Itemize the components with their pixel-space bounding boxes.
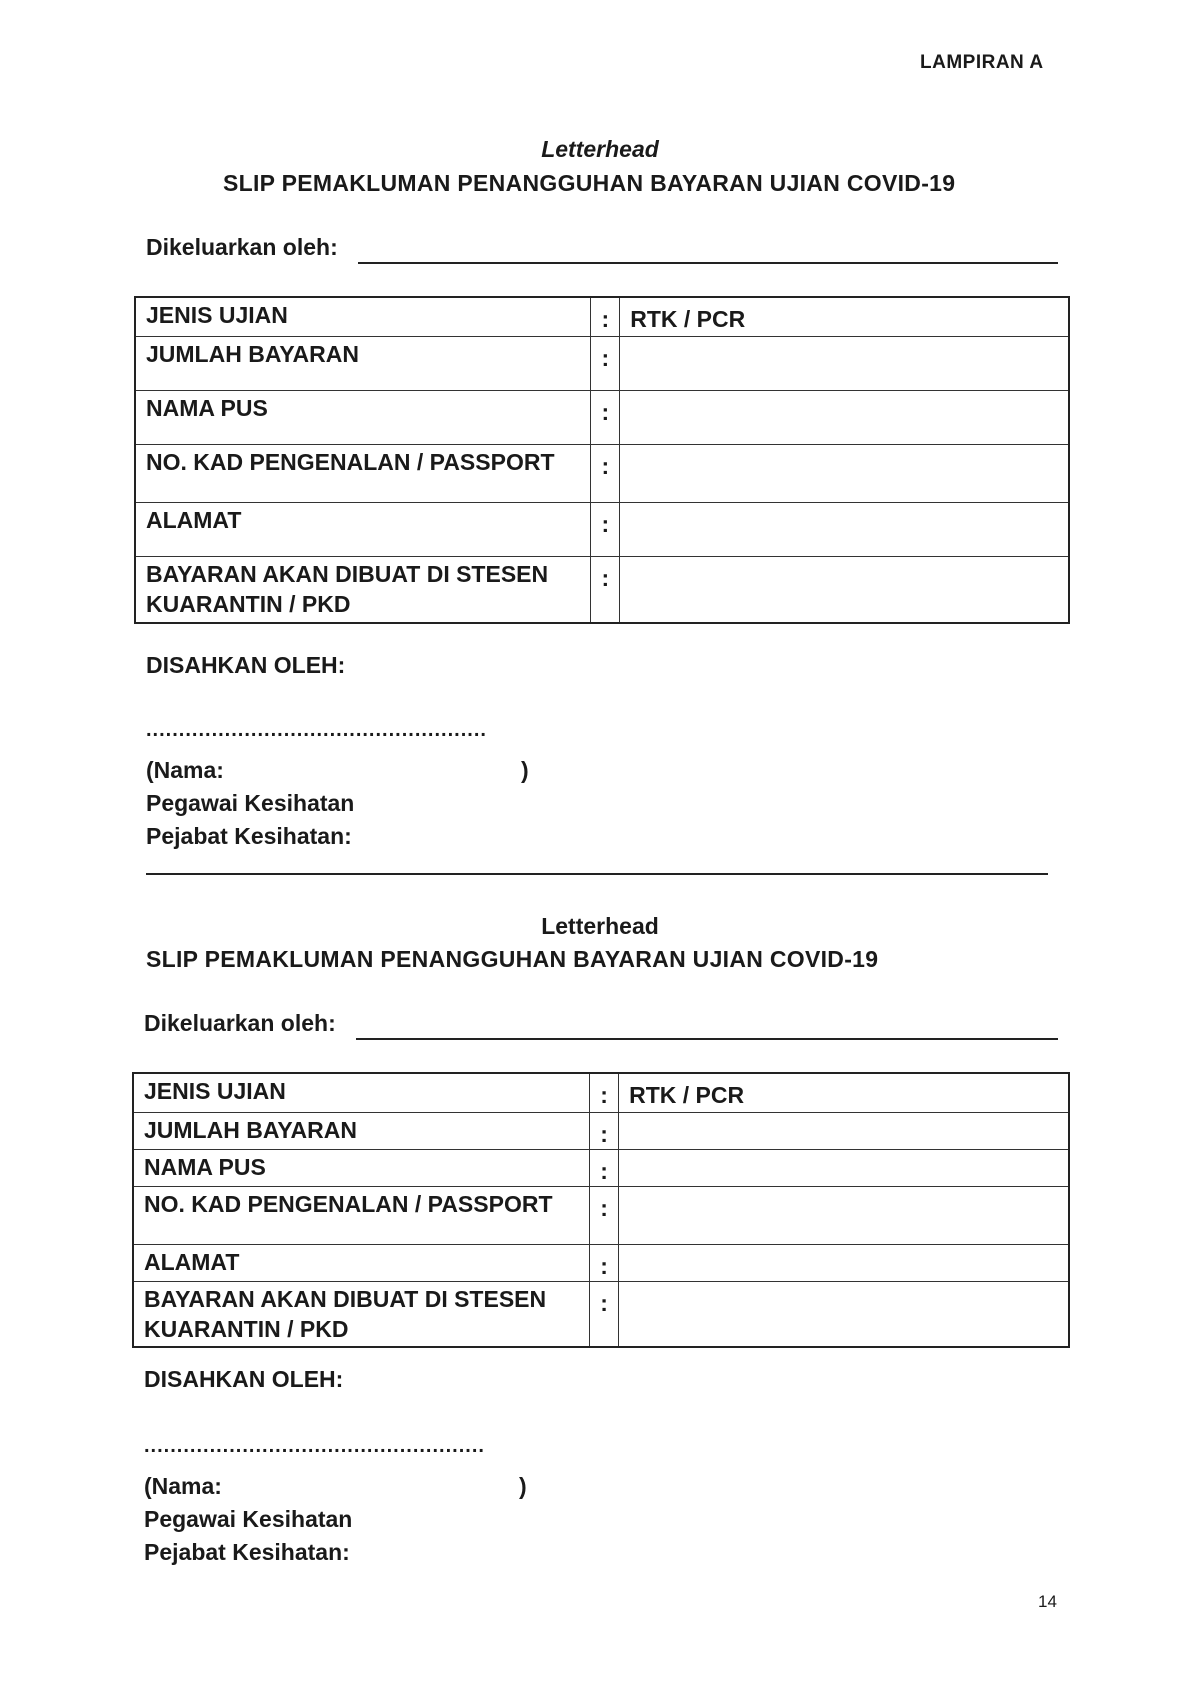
row-colon: : <box>590 1187 619 1245</box>
table-row <box>135 557 1069 623</box>
row-label: NAMA PUS <box>135 391 591 445</box>
row-colon: : <box>591 337 620 391</box>
row-value <box>619 1187 1069 1245</box>
slip-divider <box>146 873 1048 875</box>
row-value <box>619 1113 1069 1150</box>
row-value <box>619 1282 1069 1348</box>
row-label: BAYARAN AKAN DIBUAT DI STESEN KUARANTIN / PKD <box>135 557 591 623</box>
name-label: (Nama: <box>144 1473 222 1499</box>
row-label: BAYARAN AKAN DIBUAT DI STESEN KUARANTIN / PKD <box>133 1282 590 1348</box>
table-row <box>133 1150 1069 1187</box>
row-label: NO. KAD PENGENALAN / PASSPORT <box>133 1187 590 1245</box>
table-row <box>135 503 1069 557</box>
name-label: (Nama: <box>146 757 224 783</box>
appendix-label: LAMPIRAN A <box>920 52 1044 73</box>
row-label: JUMLAH BAYARAN <box>133 1113 590 1150</box>
letterhead-1: Letterhead <box>541 136 659 162</box>
row-value <box>620 503 1069 557</box>
row-colon: : <box>591 445 620 503</box>
officer-label: Pegawai Kesihatan <box>146 790 355 816</box>
issued-by-label-2: Dikeluarkan oleh: <box>144 1010 336 1036</box>
row-colon: : <box>590 1282 619 1348</box>
row-label: NAMA PUS <box>133 1150 590 1187</box>
signature-dots: .................................................... <box>144 1435 485 1457</box>
page-number: 14 <box>1038 1592 1057 1611</box>
row-label: ALAMAT <box>135 503 591 557</box>
form-table-1 <box>134 296 1070 624</box>
row-colon: : <box>590 1073 619 1113</box>
row-colon: : <box>590 1113 619 1150</box>
issued-by-label-1: Dikeluarkan oleh: <box>146 234 338 260</box>
table-row <box>135 391 1069 445</box>
row-label: JUMLAH BAYARAN <box>135 337 591 391</box>
row-colon: : <box>590 1150 619 1187</box>
approved-by-label-2: DISAHKAN OLEH: <box>144 1366 344 1392</box>
issued-by-line-1 <box>358 262 1058 264</box>
officer-label: Pegawai Kesihatan <box>144 1506 353 1532</box>
name-close-paren: ) <box>521 757 529 783</box>
table-row <box>133 1187 1069 1245</box>
row-label: NO. KAD PENGENALAN / PASSPORT <box>135 445 591 503</box>
row-colon: : <box>591 503 620 557</box>
table-row <box>135 445 1069 503</box>
row-label: JENIS UJIAN <box>133 1073 590 1113</box>
row-colon: : <box>591 297 620 337</box>
signature-dots: .................................................... <box>146 719 487 741</box>
office-label: Pejabat Kesihatan: <box>144 1539 350 1565</box>
row-value <box>619 1150 1069 1187</box>
row-value <box>619 1245 1069 1282</box>
slip-title-2: SLIP PEMAKLUMAN PENANGGUHAN BAYARAN UJIAN COVID-19 <box>146 946 879 972</box>
issued-by-line-2 <box>356 1038 1058 1040</box>
table-row <box>133 1113 1069 1150</box>
letterhead-2: Letterhead <box>541 913 659 939</box>
row-colon: : <box>591 391 620 445</box>
row-value <box>620 337 1069 391</box>
row-colon: : <box>590 1245 619 1282</box>
table-row <box>133 1073 1069 1113</box>
table-row <box>135 337 1069 391</box>
signature-block-2 <box>144 1436 564 1569</box>
row-value <box>620 391 1069 445</box>
signature-block-1 <box>146 720 566 853</box>
row-value <box>620 557 1069 623</box>
approved-by-label-1: DISAHKAN OLEH: <box>146 652 346 678</box>
form-table-2 <box>132 1072 1070 1348</box>
row-value: RTK / PCR <box>620 297 1069 337</box>
name-close-paren: ) <box>519 1473 527 1499</box>
row-label: JENIS UJIAN <box>135 297 591 337</box>
table-row <box>133 1245 1069 1282</box>
office-label: Pejabat Kesihatan: <box>146 823 352 849</box>
table-row <box>133 1282 1069 1348</box>
slip-title-1: SLIP PEMAKLUMAN PENANGGUHAN BAYARAN UJIAN COVID-19 <box>223 170 956 196</box>
row-value <box>620 445 1069 503</box>
table-row <box>135 297 1069 337</box>
row-colon: : <box>591 557 620 623</box>
name-line <box>146 754 566 787</box>
name-line <box>144 1470 564 1503</box>
row-label: ALAMAT <box>133 1245 590 1282</box>
row-value: RTK / PCR <box>619 1073 1069 1113</box>
